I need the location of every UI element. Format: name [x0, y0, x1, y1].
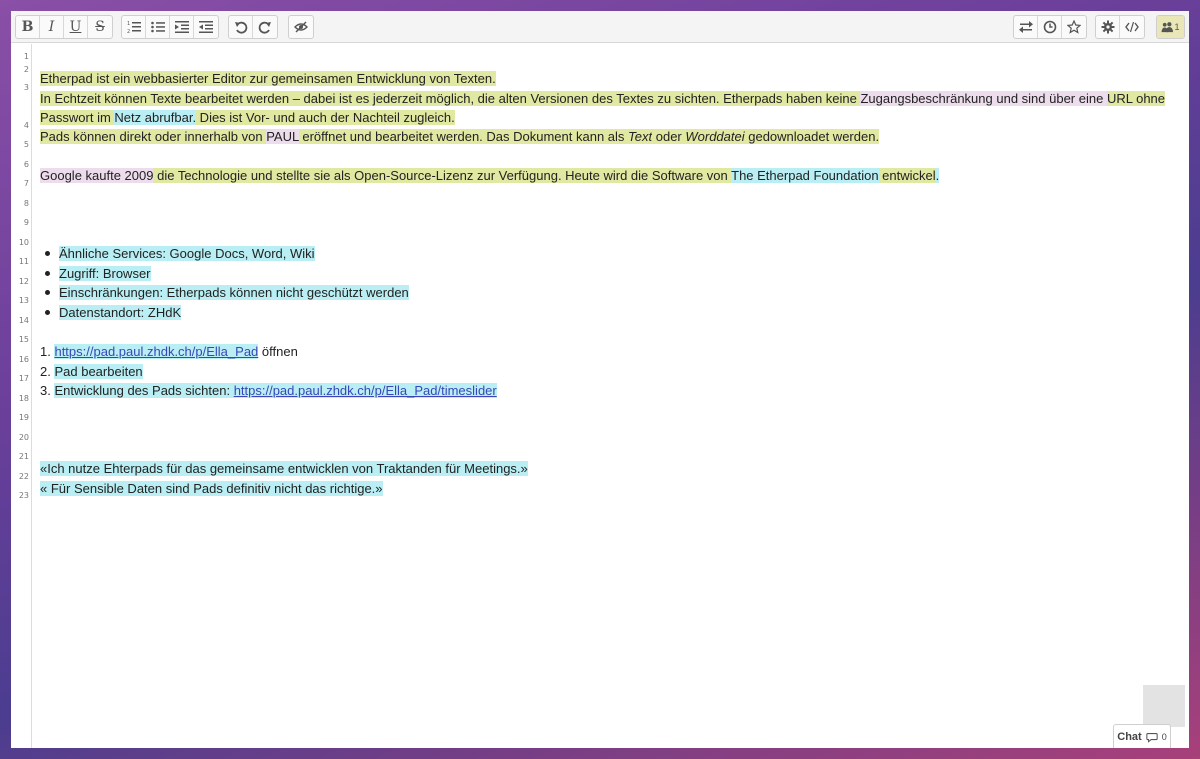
line-number: 18 — [18, 394, 29, 403]
line-number: 5 — [23, 140, 29, 149]
quote-text: « Für Sensible Daten sind Pads definitiv nicht das richtige.» — [40, 481, 383, 496]
undo-button[interactable] — [229, 16, 253, 38]
line-number: 3 — [23, 83, 29, 92]
line-number: 14 — [18, 316, 29, 325]
text-span: Etherpad ist ein webbasierter Editor zur gemeinsamen Entwicklung von Texten. — [40, 71, 496, 86]
text-span: Pad bearbeiten — [54, 364, 143, 379]
text-span: gedownloadet werden. — [744, 129, 880, 144]
numbered-item — [40, 381, 497, 400]
svg-text:2: 2 — [126, 29, 130, 34]
text-span: . — [935, 168, 940, 183]
list-number: 2. — [40, 364, 55, 379]
indent-icon — [175, 20, 189, 34]
quote-text: «Ich nutze Ehterpads für das gemeinsame entwicklen von Traktanden für Meetings.» — [40, 461, 528, 476]
bold-button[interactable]: B — [16, 16, 40, 38]
settings-button[interactable] — [1096, 16, 1120, 38]
embed-button[interactable] — [1120, 16, 1144, 38]
text-span: Passwort im — [40, 110, 115, 125]
line-number: 8 — [23, 199, 29, 208]
text-span: entwickel — [878, 168, 936, 183]
svg-text:1: 1 — [126, 21, 130, 27]
text-line — [40, 69, 496, 88]
text-span: oder — [652, 129, 686, 144]
users-group — [1156, 15, 1185, 39]
unordered-list-button[interactable] — [146, 16, 170, 38]
line-number: 12 — [18, 277, 29, 286]
redo-button[interactable] — [253, 16, 277, 38]
bullet-item — [48, 244, 315, 263]
text-line — [40, 89, 1165, 108]
clear-authorship-button[interactable] — [289, 16, 313, 38]
line-number: 6 — [23, 160, 29, 169]
redo-icon — [258, 20, 272, 34]
history-group — [228, 15, 278, 39]
import-export-button[interactable] — [1014, 16, 1038, 38]
text-span: The Etherpad Foundation — [731, 168, 879, 183]
line-number: 13 — [18, 296, 29, 305]
bullet-dot — [45, 290, 50, 295]
editor-toolbar — [11, 11, 1189, 43]
text-span: Google kaufte 2009 — [40, 168, 154, 183]
bullet-text: Ähnliche Services: Google Docs, Word, Wiki — [59, 246, 315, 261]
numbered-item — [40, 342, 298, 361]
text-span: eröffnet und bearbeitet werden. Das Dokument kann als — [298, 129, 629, 144]
undo-icon — [234, 20, 248, 34]
eye-slash-icon — [294, 20, 308, 34]
clock-icon — [1043, 20, 1057, 34]
text-span: Pads können direkt oder innerhalb von — [40, 129, 267, 144]
line-number: 20 — [18, 433, 29, 442]
bullet-text: Einschränkungen: Etherpads können nicht geschützt werden — [59, 285, 409, 300]
text-line — [40, 108, 455, 127]
timeslider-button[interactable] — [1038, 16, 1062, 38]
gear-icon — [1101, 20, 1115, 34]
bullet-dot — [45, 271, 50, 276]
bullet-item — [48, 283, 409, 302]
users-icon — [1161, 21, 1174, 34]
text-span: Zugangsbeschränkung und sind über eine — [860, 91, 1107, 106]
right-group-1 — [1013, 15, 1087, 39]
text-span: die Technologie und stellte sie als Open-Source-Lizenz zur Verfügung. Heute wird die Software von — [153, 168, 732, 183]
line-number: 19 — [18, 413, 29, 422]
line-number: 2 — [23, 65, 29, 74]
line-number: 9 — [23, 218, 29, 227]
line-number: 16 — [18, 355, 29, 364]
line-number: 4 — [23, 121, 29, 130]
users-count: 1 — [1174, 22, 1180, 32]
pad-link[interactable]: https://pad.paul.zhdk.ch/p/Ella_Pad — [54, 344, 259, 359]
bullet-dot — [45, 310, 50, 315]
text-span: Text — [628, 129, 653, 144]
bullet-text: Zugriff: Browser — [59, 266, 151, 281]
quote-line — [40, 479, 383, 498]
chat-label: Chat — [1117, 730, 1142, 743]
bullet-item — [48, 264, 151, 283]
chat-count: 0 — [1161, 731, 1167, 742]
line-number: 23 — [18, 491, 29, 500]
text-span: In Echtzeit können Texte bearbeitet werden – dabei ist es jederzeit möglich, die alten Versionen des Textes zu sichten. Etherpads haben keine — [40, 91, 861, 106]
text-span: PAUL — [266, 129, 299, 144]
bullet-text: Datenstandort: ZHdK — [59, 305, 182, 320]
line-number: 1 — [23, 52, 29, 61]
saved-revision-button[interactable] — [1062, 16, 1086, 38]
text-span: Entwicklung des Pads sichten: — [54, 383, 234, 398]
corner-placeholder — [1143, 685, 1185, 727]
format-group — [15, 15, 113, 39]
unordered-list-icon — [151, 20, 165, 34]
list-number: 1. — [40, 344, 55, 359]
speech-bubble-icon — [1146, 731, 1158, 743]
chat-button[interactable] — [1113, 724, 1171, 748]
text-span: öffnen — [258, 344, 298, 359]
text-span: Netz abrufbar. — [114, 110, 197, 125]
ordered-list-icon — [127, 20, 141, 34]
text-span: Dies ist Vor- und auch der Nachteil zugleich. — [196, 110, 455, 125]
numbered-item — [40, 362, 143, 381]
visibility-group — [288, 15, 314, 39]
etherpad-window — [11, 11, 1189, 748]
outdent-button[interactable] — [194, 16, 218, 38]
right-group-2 — [1095, 15, 1145, 39]
star-icon — [1067, 20, 1081, 34]
line-number-gutter — [11, 44, 32, 748]
code-icon — [1125, 20, 1139, 34]
ordered-list-button[interactable] — [122, 16, 146, 38]
text-line — [40, 127, 879, 146]
italic-button[interactable]: I — [40, 16, 64, 38]
line-number: 7 — [23, 179, 29, 188]
text-span: URL ohne — [1106, 91, 1166, 106]
list-group — [121, 15, 219, 39]
outdent-icon — [199, 20, 213, 34]
line-number: 11 — [18, 257, 29, 266]
pad-editor[interactable] — [40, 44, 1185, 748]
users-button[interactable] — [1157, 16, 1184, 38]
line-number: 22 — [18, 472, 29, 481]
indent-button[interactable] — [170, 16, 194, 38]
underline-button[interactable]: U — [64, 16, 88, 38]
line-number: 21 — [18, 452, 29, 461]
bullet-item — [48, 303, 181, 322]
quote-line — [40, 459, 528, 478]
swap-arrows-icon — [1019, 20, 1033, 34]
line-number: 15 — [18, 335, 29, 344]
strikethrough-button[interactable]: S — [95, 19, 105, 35]
line-number: 17 — [18, 374, 29, 383]
bullet-dot — [45, 251, 50, 256]
text-line — [40, 166, 939, 185]
list-number: 3. — [40, 383, 55, 398]
text-span: Worddatei — [685, 129, 745, 144]
line-number: 10 — [18, 238, 29, 247]
timeslider-link[interactable]: https://pad.paul.zhdk.ch/p/Ella_Pad/timeslider — [233, 383, 497, 398]
